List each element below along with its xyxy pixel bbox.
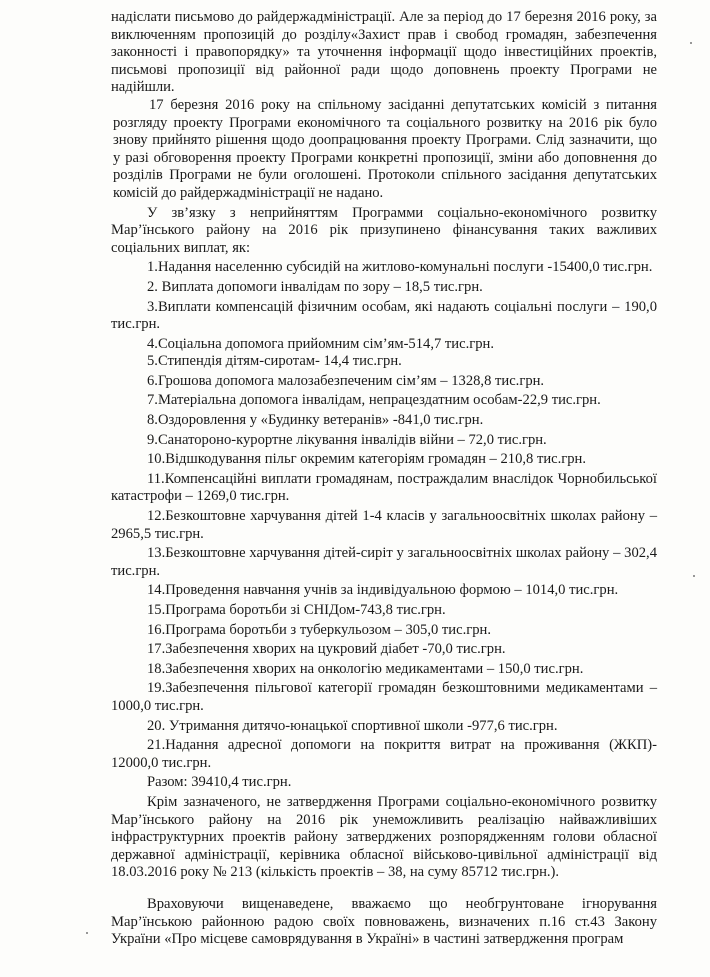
list-item: 10.Відшкодування пільг окремим категоріям громадян – 210,8 тис.грн.: [147, 451, 587, 468]
scan-speck: [86, 932, 88, 934]
list-item: 5.Стипендія дітям-сиротам- 14,4 тис.грн.: [147, 353, 402, 370]
list-item: 19.Забезпечення пільгової категорії громадян безкоштовними медикаментами – 1000,0 тис.грн.: [111, 680, 657, 714]
list-item: 16.Програма боротьби з туберкульозом – 305,0 тис.грн.: [147, 621, 491, 638]
paragraph-suspended-payments: У зв’язку з неприйняттям Программи соціально-економічного розвитку Мар’їнського району на 2016 рік призупинено фінансування таких важливих соціальних виплат, як:: [111, 204, 657, 256]
paragraph-conclusion: Враховуючи вищенаведене, вважаємо що необгрунтоване ігнорування Мар’їнською районною радою своїх повноважень, визначених п.16 ст.43 Закону України «Про місцеве самоврядування в Україні» в частині затвердження програм: [111, 895, 657, 948]
list-item: 2. Виплата допомоги інвалідам по зору – 18,5 тис.грн.: [147, 278, 483, 295]
list-item: 13.Безкоштовне харчування дітей-сиріт у загальноосвітніх школах району – 302,4 тис.грн.: [111, 545, 657, 579]
scan-speck: [693, 575, 695, 577]
list-item: 4.Соціальна допомога прийомним сім’ям-514,7 тис.грн.: [147, 335, 494, 352]
total-line: Разом: 39410,4 тис.грн.: [147, 774, 292, 791]
paragraph-infrastructure: Крім зазначеного, не затвердження Програми соціально-економічного розвитку Мар’їнського району на 2016 рік унеможливить реалізацію найважливіших інфраструктурних проектів району затверджених розпорядженням голови обласної державної адміністрації, керівника обласної військово-цивільної адміністрації від 18.03.2016 року № 213 (кількість проектів – 38, на суму 85712 тис.грн.).: [111, 793, 657, 881]
list-item: 20. Утримання дитячо-юнацької спортивної школи -977,6 тис.грн.: [147, 717, 558, 734]
list-item: 3.Виплати компенсацій фізичним особам, які надають соціальні послуги – 190,0 тис.грн.: [111, 298, 657, 333]
scan-speck: [690, 42, 692, 44]
list-item: 15.Програма боротьби зі СНІДом-743,8 тис.грн.: [147, 602, 446, 618]
list-item: 12.Безкоштовне харчування дітей 1-4 класів у загальноосвітніх школах району – 2965,5 тис.грн.: [111, 508, 657, 542]
paragraph-commission-meeting: 17 березня 2016 року на спільному засіданні депутатських комісій з питання розгляду проекту Програми економічного та соціального розвитку на 2016 рік було знову прийнято рішення щодо доопрацювання проекту Програми. Слід зазначити, що у разі обговорення проекту Програми конкретні пропозиції, зміни або доповнення до розділів Програми не були оголошені. Протоколи спільного засідання депутатських комісій до райдержадміністрації не надано.: [113, 96, 657, 201]
paragraph-intro: надіслати письмово до райдержадміністрації. Але за період до 17 березня 2016 року, за виключенням пропозицій до розділу«Захист прав і свобод громадян, забезпечення законності і правопорядку» та уточнення інформації щодо інвестиційних проектів, письмові пропозиції від районної ради щодо доповнень проекту Програми не надійшли.: [111, 9, 657, 96]
list-item: 1.Надання населенню субсидій на житлово-комунальні послуги -15400,0 тис.грн.: [147, 259, 653, 276]
document-body: [111, 9, 657, 949]
list-item: 21.Надання адресної допомоги на покриття витрат на проживання (ЖКП)- 12000,0 тис.грн.: [111, 737, 657, 771]
list-item: 7.Матеріальна допомога інвалідам, непрацездатним особам-22,9 тис.грн.: [147, 392, 601, 409]
list-item: 8.Оздоровлення у «Будинку ветеранів» -841,0 тис.грн.: [147, 412, 484, 429]
list-item: 9.Санатороно-курортне лікування інвалідів війни – 72,0 тис.грн.: [147, 431, 547, 448]
list-item: 18.Забезпечення хворих на онкологію медикаментами – 150,0 тис.грн.: [147, 660, 584, 677]
list-item: 17.Забезпечення хворих на цукровий діабет -70,0 тис.грн.: [147, 641, 506, 658]
list-item: 14.Проведення навчання учнів за індивідуальною формою – 1014,0 тис.грн.: [147, 582, 619, 599]
list-item: 6.Грошова допомога малозабезпеченим сім’ям – 1328,8 тис.грн.: [147, 372, 545, 389]
list-item: 11.Компенсаційні виплати громадянам, постраждалим внаслідок Чорнобильської катастрофи – 1269,0 тис.грн.: [111, 470, 657, 505]
